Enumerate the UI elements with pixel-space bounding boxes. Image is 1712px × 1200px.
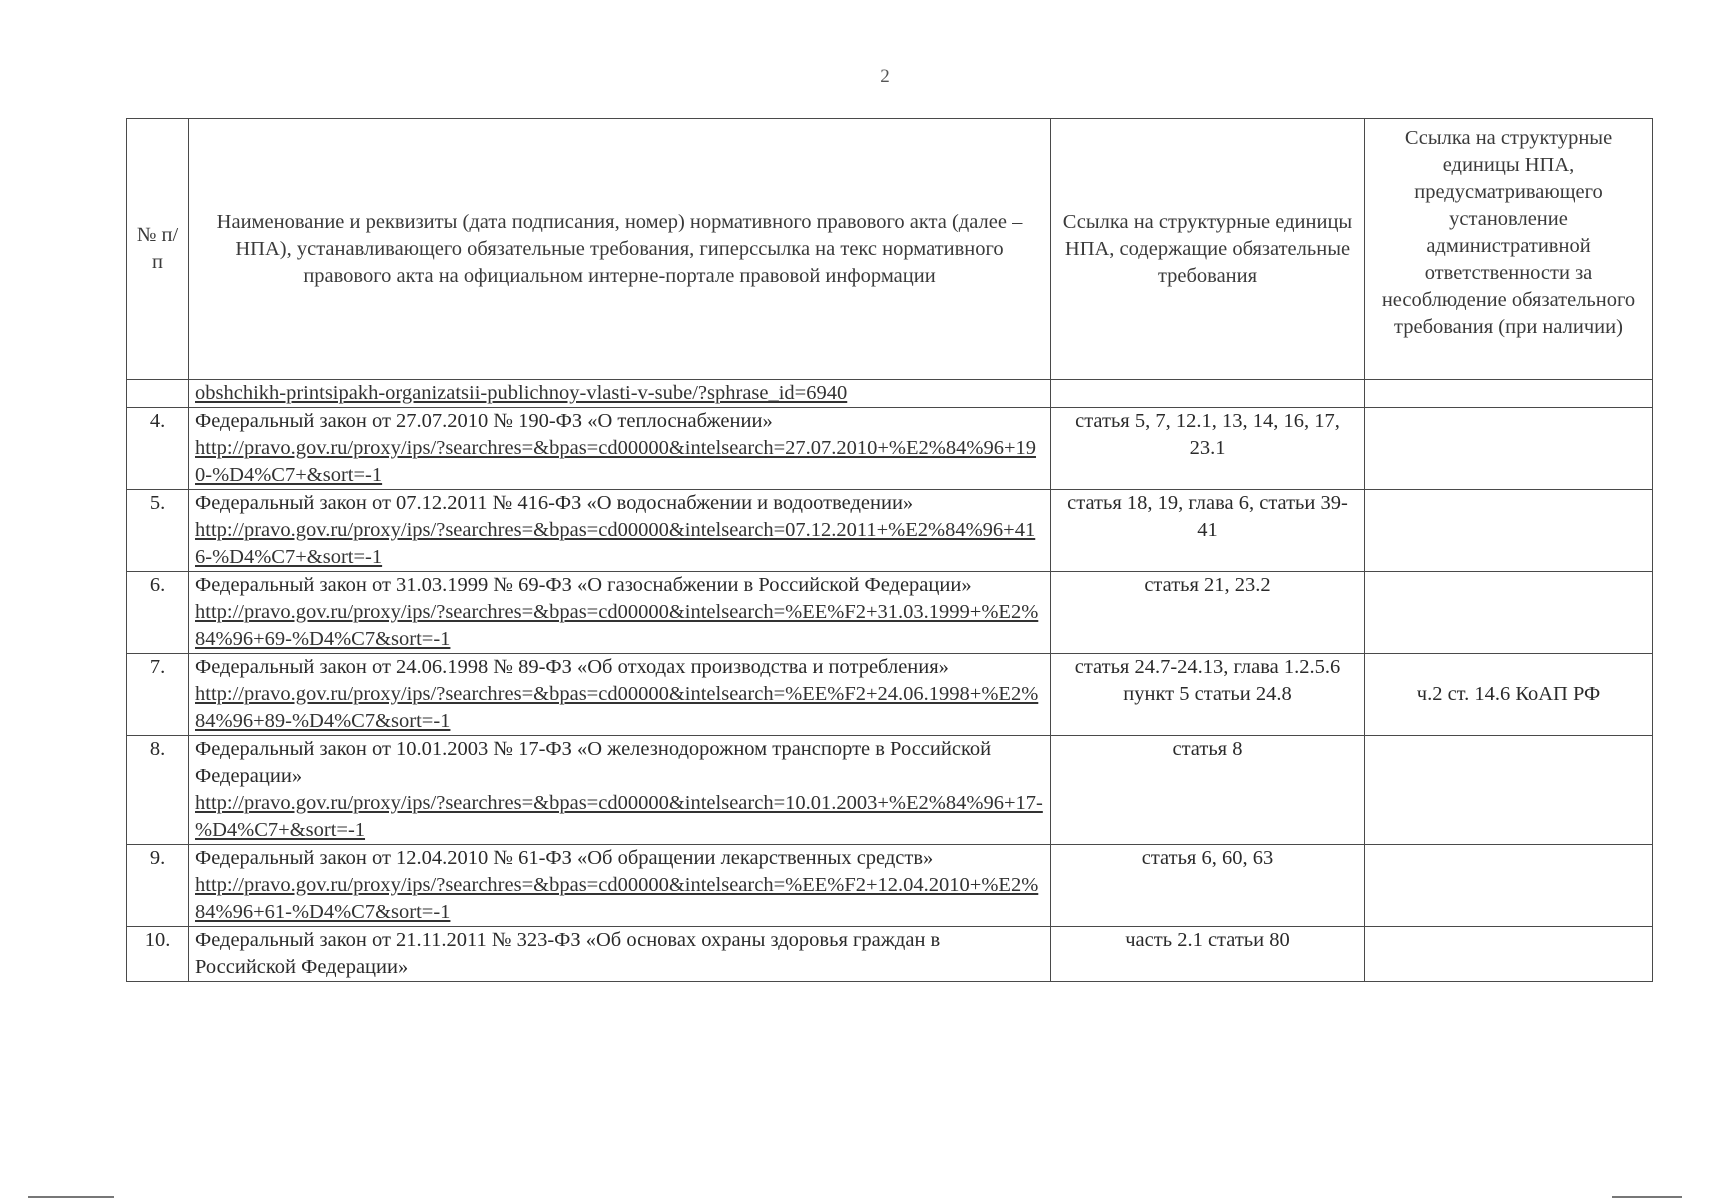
page-number: 2 [880, 66, 890, 87]
row-number: 10. [127, 927, 189, 982]
header-number: № п/п [127, 119, 189, 380]
table-row-continuation [127, 380, 1653, 408]
scan-edge-mark [1612, 1196, 1682, 1198]
table-row [127, 736, 1653, 845]
table-row [127, 927, 1653, 982]
act-cell [189, 490, 1051, 572]
table-row [127, 408, 1653, 490]
structural-units-cell: статья 18, 19, глава 6, статьи 39-41 [1051, 490, 1365, 572]
act-cell [189, 654, 1051, 736]
table-row [127, 845, 1653, 927]
act-cell [189, 408, 1051, 490]
row-number: 8. [127, 736, 189, 845]
act-title: Федеральный закон от 27.07.2010 № 190-ФЗ «О теплоснабжении» [195, 410, 773, 432]
administrative-liability-cell [1365, 408, 1653, 490]
administrative-liability-cell [1365, 380, 1653, 408]
act-title: Федеральный закон от 21.11.2011 № 323-ФЗ «Об основах охраны здоровья граждан в Российской Федерации» [195, 929, 941, 978]
scan-edge-mark [28, 1196, 114, 1198]
structural-units-cell: статья 24.7-24.13, глава 1.2.5.6 пункт 5 статьи 24.8 [1051, 654, 1365, 736]
table-row [127, 654, 1653, 736]
act-title: Федеральный закон от 07.12.2011 № 416-ФЗ «О водоснабжении и водоотведении» [195, 492, 914, 514]
act-cell [189, 380, 1051, 408]
administrative-liability-cell [1365, 845, 1653, 927]
structural-units-cell: статья 21, 23.2 [1051, 572, 1365, 654]
act-title: Федеральный закон от 10.01.2003 № 17-ФЗ «О железнодорожном транспорте в Российской Федерации» [195, 738, 992, 787]
act-title: Федеральный закон от 31.03.1999 № 69-ФЗ «О газоснабжении в Российской Федерации» [195, 574, 972, 596]
header-act-name: Наименование и реквизиты (дата подписания, номер) нормативного правового акта (далее – НПА), устанавливающего обязательные требования, гиперссылка на текс нормативного правового акта на официальном интерне-портале правовой информации [189, 119, 1051, 380]
act-hyperlink[interactable]: http://pravo.gov.ru/proxy/ips/?searchres=&bpas=cd00000&intelsearch=10.01.2003+%E2%84%96+17-%D4%C7+&sort=-1 [195, 792, 1043, 841]
administrative-liability-cell: ч.2 ст. 14.6 КоАП РФ [1365, 654, 1653, 736]
header-structural-units: Ссылка на структурные единицы НПА, содержащие обязательные требования [1051, 119, 1365, 380]
structural-units-cell [1051, 380, 1365, 408]
act-cell [189, 927, 1051, 982]
act-title: Федеральный закон от 24.06.1998 № 89-ФЗ «Об отходах производства и потребления» [195, 656, 949, 678]
row-number: 4. [127, 408, 189, 490]
act-hyperlink[interactable]: http://pravo.gov.ru/proxy/ips/?searchres=&bpas=cd00000&intelsearch=%EE%F2+31.03.1999+%E2%84%96+69-%D4%C7&sort=-1 [195, 601, 1039, 650]
structural-units-cell: статья 8 [1051, 736, 1365, 845]
act-hyperlink[interactable]: http://pravo.gov.ru/proxy/ips/?searchres=&bpas=cd00000&intelsearch=27.07.2010+%E2%84%96+190-%D4%C7+&sort=-1 [195, 437, 1037, 486]
administrative-liability-cell [1365, 736, 1653, 845]
act-cell [189, 845, 1051, 927]
table-row [127, 572, 1653, 654]
act-hyperlink[interactable]: http://pravo.gov.ru/proxy/ips/?searchres=&bpas=cd00000&intelsearch=%EE%F2+12.04.2010+%E2%84%96+61-%D4%C7&sort=-1 [195, 874, 1039, 923]
row-number [127, 380, 189, 408]
administrative-liability-cell [1365, 927, 1653, 982]
administrative-liability-cell [1365, 572, 1653, 654]
table-row [127, 490, 1653, 572]
act-cell [189, 736, 1051, 845]
row-number: 6. [127, 572, 189, 654]
row-number: 9. [127, 845, 189, 927]
act-hyperlink[interactable]: obshchikh-printsipakh-organizatsii-publichnoy-vlasti-v-sube/?sphrase_id=6940 [195, 382, 848, 404]
act-hyperlink[interactable]: http://pravo.gov.ru/proxy/ips/?searchres=&bpas=cd00000&intelsearch=07.12.2011+%E2%84%96+416-%D4%C7+&sort=-1 [195, 519, 1036, 568]
act-hyperlink[interactable]: http://pravo.gov.ru/proxy/ips/?searchres=&bpas=cd00000&intelsearch=%EE%F2+24.06.1998+%E2%84%96+89-%D4%C7&sort=-1 [195, 683, 1039, 732]
act-title: Федеральный закон от 12.04.2010 № 61-ФЗ «Об обращении лекарственных средств» [195, 847, 934, 869]
structural-units-cell: статья 6, 60, 63 [1051, 845, 1365, 927]
table-header-row [127, 119, 1653, 380]
structural-units-cell: часть 2.1 статьи 80 [1051, 927, 1365, 982]
structural-units-cell: статья 5, 7, 12.1, 13, 14, 16, 17, 23.1 [1051, 408, 1365, 490]
header-administrative-liability: Ссылка на структурные единицы НПА, предусматривающего установление административной ответственности за несоблюдение обязательного требования (при наличии) [1365, 119, 1653, 380]
row-number: 5. [127, 490, 189, 572]
act-cell [189, 572, 1051, 654]
administrative-liability-cell [1365, 490, 1653, 572]
requirements-table [126, 118, 1653, 982]
row-number: 7. [127, 654, 189, 736]
